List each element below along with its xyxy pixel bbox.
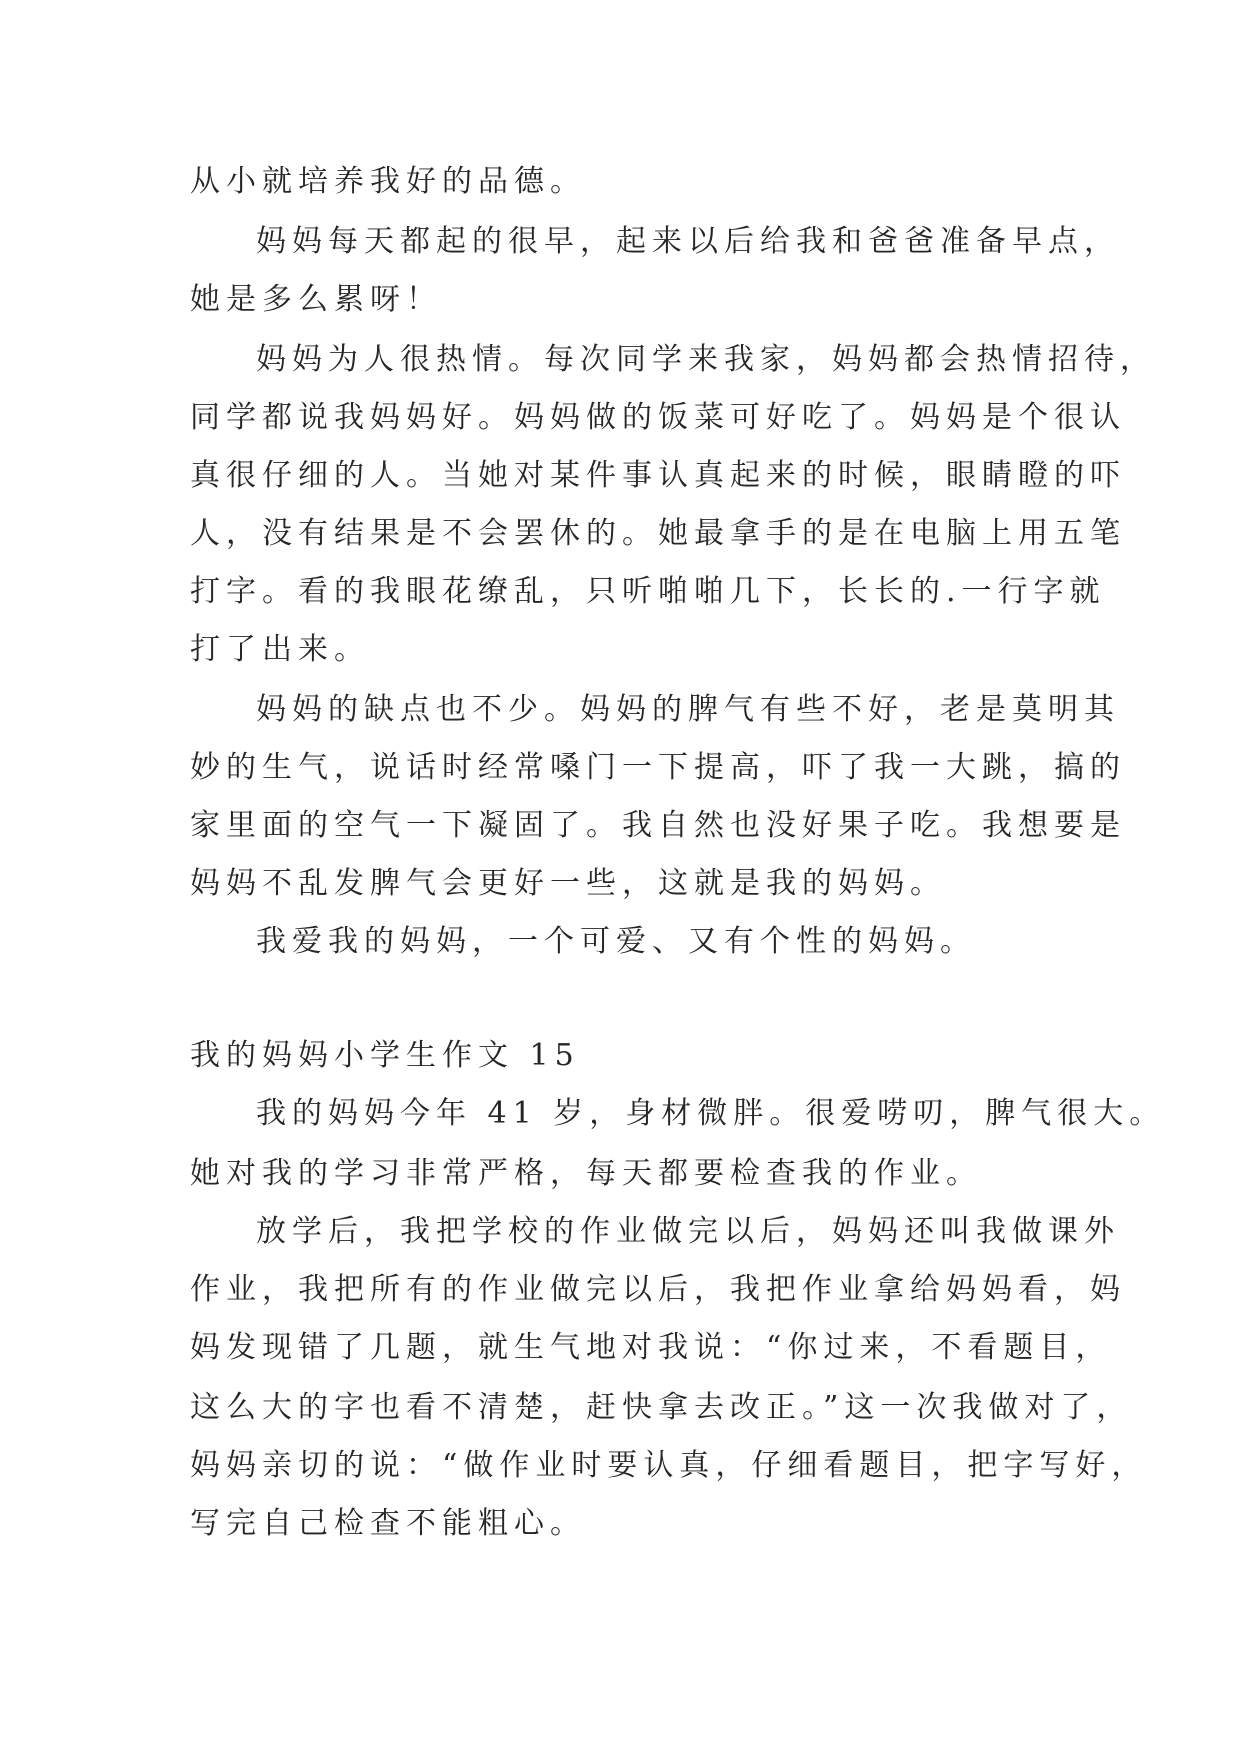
- text-line: 打了出来。: [190, 632, 370, 667]
- text-line: 人，没有结果是不会罢休的。她最拿手的是在电脑上用五笔: [190, 516, 1126, 551]
- text-line: 她对我的学习非常严格，每天都要检查我的作业。: [190, 1156, 982, 1191]
- text-line: 她是多么累呀！: [190, 282, 442, 317]
- text-line: 同学都说我妈妈好。妈妈做的饭菜可好吃了。妈妈是个很认: [190, 400, 1126, 435]
- section-heading: 我的妈妈小学生作文 15: [190, 1038, 580, 1073]
- text-line: 真很仔细的人。当她对某件事认真起来的时候，眼睛瞪的吓: [190, 458, 1126, 493]
- text-line: 妈妈每天都起的很早，起来以后给我和爸爸准备早点，: [256, 224, 1120, 259]
- text-line: 放学后，我把学校的作业做完以后，妈妈还叫我做课外: [256, 1214, 1120, 1249]
- text-line: 我的妈妈今年 41 岁，身材微胖。很爱唠叨，脾气很大。: [256, 1096, 1166, 1131]
- text-line: 家里面的空气一下凝固了。我自然也没好果子吃。我想要是: [190, 808, 1126, 843]
- text-line: 妈发现错了几题，就生气地对我说：“你过来，不看题目，: [190, 1330, 1112, 1365]
- text-line: 妈妈为人很热情。每次同学来我家，妈妈都会热情招待，: [256, 342, 1156, 377]
- text-line: 这么大的字也看不清楚，赶快拿去改正。”这一次我做对了，: [190, 1390, 1133, 1425]
- text-line: 从小就培养我好的品德。: [190, 164, 586, 199]
- text-line: 妈妈的缺点也不少。妈妈的脾气有些不好，老是莫明其: [256, 692, 1120, 727]
- text-line: 写完自己检查不能粗心。: [190, 1506, 586, 1541]
- text-line: 作业，我把所有的作业做完以后，我把作业拿给妈妈看，妈: [190, 1272, 1126, 1307]
- text-line: 妈妈不乱发脾气会更好一些，这就是我的妈妈。: [190, 866, 946, 901]
- text-line: 打字。看的我眼花缭乱，只听啪啪几下，长长的.一行字就: [190, 574, 1106, 609]
- text-line: 我爱我的妈妈，一个可爱、又有个性的妈妈。: [256, 924, 976, 959]
- text-line: 妈妈亲切的说：“做作业时要认真，仔细看题目，把字写好，: [190, 1448, 1148, 1483]
- text-line: 妙的生气，说话时经常嗓门一下提高，吓了我一大跳，搞的: [190, 750, 1126, 785]
